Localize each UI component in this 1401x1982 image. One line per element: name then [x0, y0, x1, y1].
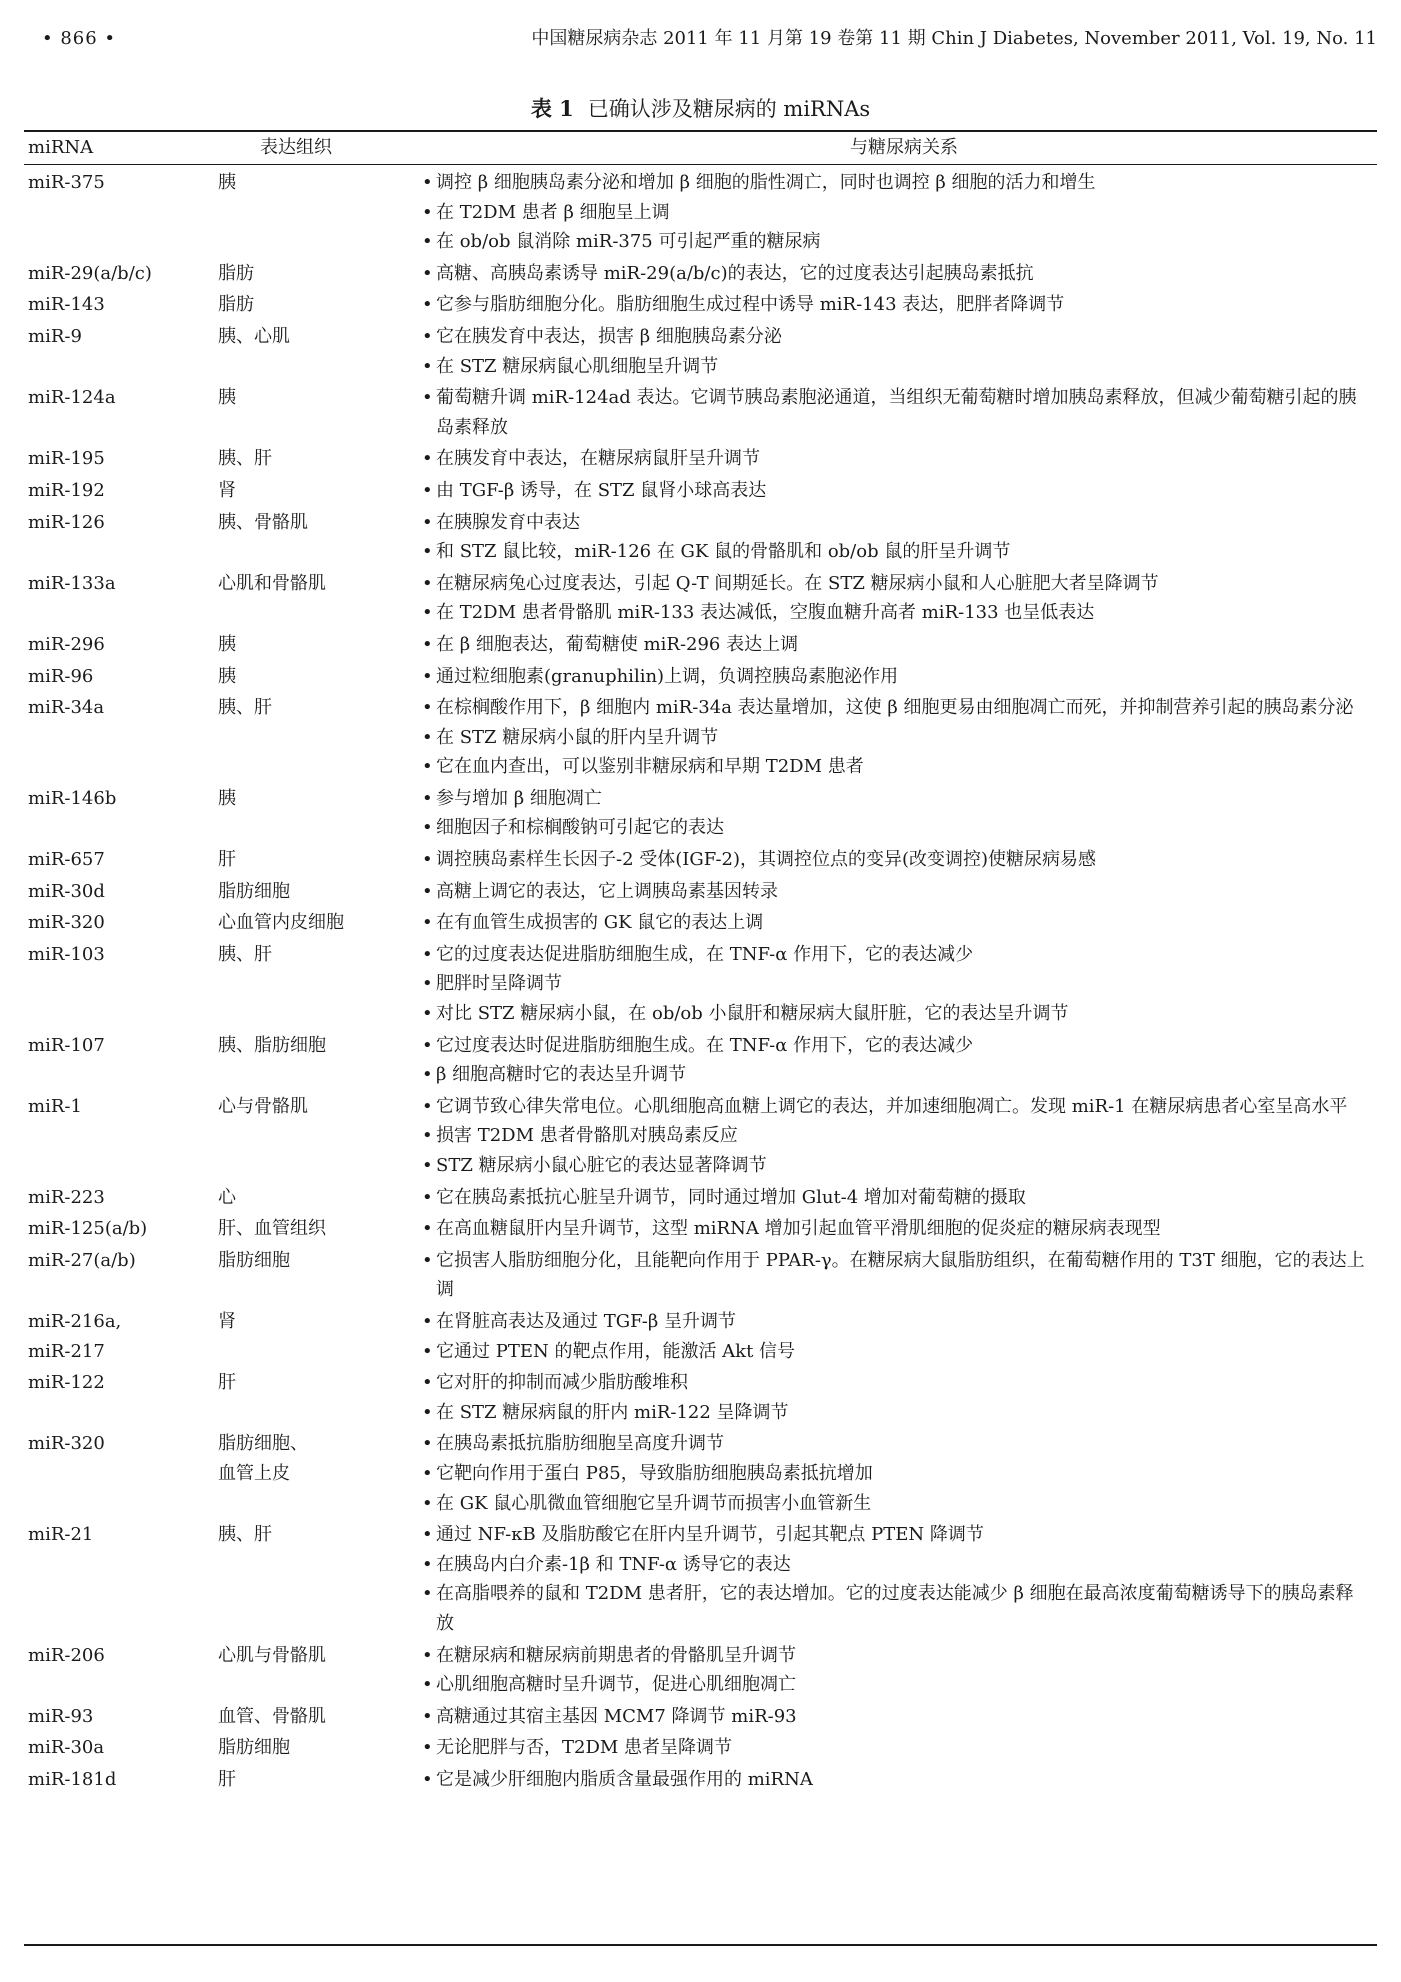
- relation-item: [422, 1733, 1371, 1763]
- mirna-cell: miR-192: [28, 479, 105, 501]
- relation-cell: [422, 259, 1377, 289]
- relation-text: STZ 糖尿病小鼠心脏它的表达显著降调节: [436, 1155, 767, 1176]
- relation-text: 在 GK 鼠心肌微血管细胞它呈升调节而损害小血管新生: [436, 1492, 872, 1514]
- relation-item: [422, 723, 1371, 753]
- relation-cell: [422, 940, 1377, 1029]
- table-row: [24, 383, 1377, 442]
- tissue-cell: 心与骨骼肌: [218, 1095, 308, 1117]
- relation-item: [422, 290, 1371, 320]
- relation-cell: [422, 1765, 1377, 1795]
- tissue-cell: 胰: [218, 665, 236, 687]
- table-row: [24, 1214, 1377, 1244]
- bullet-icon: •: [422, 1524, 433, 1546]
- relation-text: 在 ob/ob 鼠消除 miR-375 可引起严重的糖尿病: [436, 231, 821, 253]
- relation-cell: [422, 630, 1377, 660]
- relation-text: 葡萄糖升调 miR-124ad 表达。它调节胰岛素胞泌通道，当组织无葡萄糖时增加胰岛素释放，但减少葡萄糖引起的胰岛素释放: [436, 387, 1357, 438]
- bullet-icon: •: [422, 849, 433, 871]
- bullet-icon: •: [422, 541, 433, 563]
- tissue-cell: 胰、骨骼肌: [218, 511, 308, 533]
- relation-text: 在 STZ 糖尿病小鼠的肝内呈升调节: [436, 726, 719, 748]
- relation-cell: [422, 784, 1377, 843]
- relation-item: [422, 784, 1371, 814]
- relation-text: 在胰腺发育中表达: [436, 511, 580, 533]
- relation-item: [422, 198, 1371, 228]
- relation-text: 在 β 细胞表达，葡萄糖使 miR-296 表达上调: [436, 633, 799, 655]
- table-row: [24, 322, 1377, 381]
- mirna-cell: miR-195: [28, 448, 105, 470]
- bullet-icon: •: [422, 880, 433, 902]
- relation-item: [422, 227, 1371, 257]
- relation-text: β 细胞高糖时它的表达呈升调节: [436, 1064, 687, 1086]
- table-header-rule: [24, 164, 1377, 165]
- table-row: [24, 693, 1377, 782]
- relation-text: 它通过 PTEN 的靶点作用，能激活 Akt 信号: [436, 1340, 796, 1362]
- table-row: [24, 1307, 1377, 1366]
- relation-item: [422, 1031, 1371, 1061]
- relation-cell: [422, 845, 1377, 875]
- bullet-icon: •: [422, 1218, 433, 1240]
- bullet-icon: •: [422, 1095, 433, 1117]
- bullet-icon: •: [422, 325, 433, 347]
- relation-item: [422, 598, 1371, 628]
- bullet-icon: •: [422, 1249, 433, 1271]
- mirna-cell: miR-146b: [28, 787, 117, 809]
- relation-text: 它调节致心律失常电位。心肌细胞高血糖上调它的表达，并加速细胞凋亡。发现 miR-1 在糖尿病患者心室呈高水平: [436, 1095, 1348, 1117]
- table-row: [24, 1702, 1377, 1732]
- relation-item: [422, 693, 1371, 723]
- tissue-cell: 肝: [218, 1768, 236, 1790]
- relation-text: 调控胰岛素样生长因子-2 受体(IGF-2)，其调控位点的变异(改变调控)使糖尿病易感: [436, 849, 1097, 871]
- bullet-icon: •: [422, 1064, 433, 1086]
- tissue-cell: 脂肪: [218, 262, 254, 284]
- relation-item: [422, 999, 1371, 1029]
- tissue-cell: 脂肪细胞: [218, 1737, 290, 1759]
- tissue-cell: 胰、脂肪细胞: [218, 1034, 326, 1056]
- relation-item: [422, 845, 1371, 875]
- relation-text: 在棕榈酸作用下，β 细胞内 miR-34a 表达量增加，这使 β 细胞更易由细胞凋亡而死，并抑制营养引起的胰岛素分泌: [436, 697, 1354, 719]
- table-row: [24, 1368, 1377, 1427]
- table-row: [24, 940, 1377, 1029]
- relation-item: [422, 1765, 1371, 1795]
- bullet-icon: •: [422, 1340, 433, 1362]
- table-row: [24, 630, 1377, 660]
- bullet-icon: •: [422, 572, 433, 594]
- relation-cell: [422, 693, 1377, 782]
- relation-item: [422, 537, 1371, 567]
- table-row: [24, 444, 1377, 474]
- tissue-cell: 胰、心肌: [218, 325, 290, 347]
- relation-text: 和 STZ 鼠比较，miR-126 在 GK 鼠的骨骼肌和 ob/ob 鼠的肝呈升调节: [436, 541, 1011, 563]
- relation-text: 在 STZ 糖尿病鼠的肝内 miR-122 呈降调节: [436, 1401, 789, 1423]
- bullet-icon: •: [422, 943, 433, 965]
- relation-item: [422, 168, 1371, 198]
- relation-text: 在 T2DM 患者 β 细胞呈上调: [436, 201, 670, 223]
- relation-cell: [422, 1183, 1377, 1213]
- tissue-cell: 心血管内皮细胞: [218, 912, 344, 934]
- table-row: [24, 1246, 1377, 1305]
- tissue-cell: 胰: [218, 787, 236, 809]
- mirna-cell: miR-103: [28, 943, 105, 965]
- relation-item: [422, 1307, 1371, 1337]
- mirna-cell: miR-27(a/b): [28, 1249, 136, 1271]
- relation-cell: [422, 1092, 1377, 1181]
- relation-item: [422, 352, 1371, 382]
- relation-text: 细胞因子和棕榈酸钠可引起它的表达: [436, 817, 724, 839]
- table-row: [24, 662, 1377, 692]
- relation-item: [422, 444, 1371, 474]
- relation-cell: [422, 1520, 1377, 1638]
- relation-item: [422, 1368, 1371, 1398]
- relation-item: [422, 1092, 1371, 1122]
- relation-item: [422, 1398, 1371, 1428]
- tissue-cell: 肝: [218, 1372, 236, 1394]
- bullet-icon: •: [422, 1034, 433, 1056]
- bullet-icon: •: [422, 1186, 433, 1208]
- tissue-cell: 血管、骨骼肌: [218, 1705, 326, 1727]
- relation-item: [422, 1520, 1371, 1550]
- column-header-relation: 与糖尿病关系: [850, 137, 958, 158]
- bullet-icon: •: [422, 511, 433, 533]
- mirna-cell: miR-1: [28, 1095, 82, 1117]
- relation-cell: [422, 383, 1377, 442]
- table-bottom-rule: [24, 1944, 1377, 1946]
- column-header-tissue: 表达组织: [260, 137, 332, 158]
- mirna-cell: miR-143: [28, 294, 105, 316]
- bullet-icon: •: [422, 294, 433, 316]
- relation-text: 对比 STZ 糖尿病小鼠，在 ob/ob 小鼠肝和糖尿病大鼠肝脏，它的表达呈升调节: [436, 1003, 1069, 1025]
- mirna-cell: miR-133a: [28, 572, 116, 594]
- mirna-cell: miR-21: [28, 1524, 94, 1546]
- relation-cell: [422, 1641, 1377, 1700]
- relation-text: 它在胰发育中表达，损害 β 细胞胰岛素分泌: [436, 325, 782, 347]
- relation-item: [422, 1337, 1371, 1367]
- relation-cell: [422, 908, 1377, 938]
- mirna-cell: miR-375: [28, 172, 105, 193]
- table-row: [24, 1520, 1377, 1638]
- relation-text: 损害 T2DM 患者骨骼肌对胰岛素反应: [436, 1125, 738, 1147]
- relation-item: [422, 1459, 1371, 1489]
- table-row: [24, 508, 1377, 567]
- table-title: 已确认涉及糖尿病的 miRNAs: [587, 97, 871, 121]
- relation-cell: [422, 1246, 1377, 1305]
- relation-text: 调控 β 细胞胰岛素分泌和增加 β 细胞的脂性凋亡，同时也调控 β 细胞的活力和增生: [436, 172, 1096, 193]
- tissue-cell: 胰: [218, 172, 236, 193]
- bullet-icon: •: [422, 1553, 433, 1575]
- mirna-cell: miR-124a: [28, 387, 116, 409]
- relation-text: 高糖通过其宿主基因 MCM7 降调节 miR-93: [436, 1705, 797, 1727]
- tissue-cell: 胰、肝: [218, 943, 272, 965]
- relation-cell: [422, 1702, 1377, 1732]
- bullet-icon: •: [422, 756, 433, 778]
- mirna-cell: miR-181d: [28, 1768, 117, 1790]
- tissue-cell: 胰、肝: [218, 697, 272, 719]
- bullet-icon: •: [422, 1462, 433, 1484]
- mirna-cell: miR-125(a/b): [28, 1218, 148, 1240]
- relation-cell: [422, 1031, 1377, 1090]
- mirna-cell: miR-206: [28, 1644, 105, 1666]
- relation-item: [422, 752, 1371, 782]
- relation-item: [422, 813, 1371, 843]
- mirna-cell: miR-107: [28, 1034, 105, 1056]
- relation-cell: [422, 168, 1377, 257]
- bullet-icon: •: [422, 262, 433, 284]
- relation-item: [422, 259, 1371, 289]
- relation-item: [422, 662, 1371, 692]
- bullet-icon: •: [422, 1737, 433, 1759]
- table-row: [24, 877, 1377, 907]
- relation-text: 通过粒细胞素(granuphilin)上调，负调控胰岛素胞泌作用: [436, 665, 899, 687]
- table-row: [24, 1733, 1377, 1763]
- bullet-icon: •: [422, 355, 433, 377]
- tissue-cell: 肾: [218, 479, 236, 501]
- bullet-icon: •: [422, 1492, 433, 1514]
- mirna-cell: miR-223: [28, 1186, 105, 1208]
- tissue-cell: 脂肪: [218, 294, 254, 316]
- bullet-icon: •: [422, 787, 433, 809]
- bullet-icon: •: [422, 1644, 433, 1666]
- bullet-icon: •: [422, 1583, 433, 1605]
- relation-text: 心肌细胞高糖时呈升调节，促进心肌细胞凋亡: [436, 1674, 796, 1696]
- mirna-cell: miR-93: [28, 1705, 94, 1727]
- relation-cell: [422, 877, 1377, 907]
- relation-cell: [422, 1214, 1377, 1244]
- mirna-cell: miR-126: [28, 511, 105, 533]
- relation-item: [422, 1702, 1371, 1732]
- journal-citation: 中国糖尿病杂志 2011 年 11 月第 19 卷第 11 期 Chin J Diabetes, November 2011, Vol. 19, No. 11: [531, 28, 1377, 49]
- relation-item: [422, 877, 1371, 907]
- relation-item: [422, 969, 1371, 999]
- relation-item: [422, 1579, 1371, 1638]
- relation-cell: [422, 508, 1377, 567]
- mirna-cell: miR-30a: [28, 1737, 105, 1759]
- table-row: [24, 1429, 1377, 1518]
- relation-text: 无论肥胖与否，T2DM 患者呈降调节: [436, 1737, 733, 1759]
- relation-cell: [422, 569, 1377, 628]
- relation-item: [422, 940, 1371, 970]
- column-header-mirna: miRNA: [28, 137, 94, 158]
- table-row: [24, 259, 1377, 289]
- relation-item: [422, 1121, 1371, 1151]
- relation-cell: [422, 1368, 1377, 1427]
- bullet-icon: •: [422, 973, 433, 995]
- page-number: • 866 •: [42, 28, 117, 49]
- tissue-cell: 肾: [218, 1310, 236, 1332]
- mirna-cell: miR-29(a/b/c): [28, 262, 152, 284]
- relation-text: 它在胰岛素抵抗心脏呈升调节，同时通过增加 Glut-4 增加对葡萄糖的摄取: [436, 1186, 1026, 1208]
- relation-item: [422, 383, 1371, 442]
- bullet-icon: •: [422, 817, 433, 839]
- table-row: [24, 1641, 1377, 1700]
- relation-item: [422, 1151, 1371, 1181]
- bullet-icon: •: [422, 665, 433, 687]
- tissue-cell: 脂肪细胞、 血管上皮: [218, 1433, 308, 1484]
- bullet-icon: •: [422, 479, 433, 501]
- tissue-cell: 胰: [218, 633, 236, 655]
- relation-item: [422, 1550, 1371, 1580]
- relation-cell: [422, 662, 1377, 692]
- table-row: [24, 168, 1377, 257]
- relation-item: [422, 476, 1371, 506]
- tissue-cell: 胰、肝: [218, 1524, 272, 1546]
- relation-item: [422, 508, 1371, 538]
- mirna-cell: miR-296: [28, 633, 105, 655]
- relation-item: [422, 1670, 1371, 1700]
- bullet-icon: •: [422, 602, 433, 624]
- table-row: [24, 290, 1377, 320]
- relation-item: [422, 630, 1371, 660]
- tissue-cell: 心: [218, 1186, 236, 1208]
- mirna-cell: miR-9: [28, 325, 82, 347]
- relation-text: 它在血内查出，可以鉴别非糖尿病和早期 T2DM 患者: [436, 756, 864, 778]
- mirna-cell: miR-96: [28, 665, 94, 687]
- relation-text: 它过度表达时促进脂肪细胞生成。在 TNF-α 作用下，它的表达减少: [436, 1034, 974, 1056]
- relation-text: 它对肝的抑制而减少脂肪酸堆积: [436, 1372, 688, 1394]
- relation-text: 它靶向作用于蛋白 P85，导致脂肪细胞胰岛素抵抗增加: [436, 1462, 873, 1484]
- relation-text: 在高脂喂养的鼠和 T2DM 患者肝，它的表达增加。它的过度表达能减少 β 细胞在最高浓度葡萄糖诱导下的胰岛素释放: [436, 1583, 1354, 1634]
- table-caption: [0, 94, 1401, 124]
- bullet-icon: •: [422, 912, 433, 934]
- relation-text: 肥胖时呈降调节: [436, 973, 562, 995]
- relation-text: 由 TGF-β 诱导，在 STZ 鼠肾小球高表达: [436, 479, 767, 501]
- mirna-cell: miR-657: [28, 849, 105, 871]
- relation-text: 高糖、高胰岛素诱导 miR-29(a/b/c)的表达，它的过度表达引起胰岛素抵抗: [436, 262, 1034, 284]
- relation-cell: [422, 322, 1377, 381]
- bullet-icon: •: [422, 1768, 433, 1790]
- relation-text: 在 STZ 糖尿病鼠心肌细胞呈升调节: [436, 355, 719, 377]
- relation-item: [422, 1641, 1371, 1671]
- table-row: [24, 1031, 1377, 1090]
- relation-text: 在肾脏高表达及通过 TGF-β 呈升调节: [436, 1310, 736, 1332]
- relation-text: 高糖上调它的表达，它上调胰岛素基因转录: [436, 880, 778, 902]
- relation-text: 在高血糖鼠肝内呈升调节，这型 miRNA 增加引起血管平滑肌细胞的促炎症的糖尿病表现型: [436, 1218, 1161, 1240]
- tissue-cell: 心肌与骨骼肌: [218, 1644, 326, 1666]
- bullet-icon: •: [422, 387, 433, 409]
- relation-cell: [422, 444, 1377, 474]
- bullet-icon: •: [422, 633, 433, 655]
- relation-text: 在糖尿病和糖尿病前期患者的骨骼肌呈升调节: [436, 1644, 796, 1666]
- bullet-icon: •: [422, 172, 433, 193]
- relation-cell: [422, 476, 1377, 506]
- table-header-row: [24, 132, 1377, 164]
- relation-text: 在胰岛素抵抗脂肪细胞呈高度升调节: [436, 1433, 724, 1455]
- bullet-icon: •: [422, 448, 433, 470]
- bullet-icon: •: [422, 1401, 433, 1423]
- tissue-cell: 肝: [218, 849, 236, 871]
- relation-text: 在胰发育中表达，在糖尿病鼠肝呈升调节: [436, 448, 760, 470]
- bullet-icon: •: [422, 726, 433, 748]
- relation-text: 在胰岛内白介素-1β 和 TNF-α 诱导它的表达: [436, 1553, 791, 1575]
- tissue-cell: 脂肪细胞: [218, 880, 290, 902]
- bullet-icon: •: [422, 1003, 433, 1025]
- mirna-cell: miR-30d: [28, 880, 105, 902]
- relation-item: [422, 908, 1371, 938]
- tissue-cell: 胰: [218, 387, 236, 409]
- relation-text: 它损害人脂肪细胞分化，且能靶向作用于 PPAR-γ。在糖尿病大鼠脂肪组织，在葡萄糖作用的 T3T 细胞，它的表达上调: [436, 1249, 1365, 1301]
- relation-item: [422, 1183, 1371, 1213]
- bullet-icon: •: [422, 231, 433, 253]
- relation-item: [422, 1246, 1371, 1305]
- relation-text: 它是减少肝细胞内脂质含量最强作用的 miRNA: [436, 1768, 813, 1790]
- relation-cell: [422, 1429, 1377, 1518]
- mirna-cell: miR-320: [28, 912, 105, 934]
- table-row: [24, 569, 1377, 628]
- tissue-cell: 胰、肝: [218, 448, 272, 470]
- relation-cell: [422, 1307, 1377, 1366]
- bullet-icon: •: [422, 1155, 433, 1176]
- mirna-cell: miR-122: [28, 1372, 105, 1394]
- table-body: [24, 168, 1377, 1796]
- relation-item: [422, 1429, 1371, 1459]
- bullet-icon: •: [422, 1674, 433, 1696]
- bullet-icon: •: [422, 1125, 433, 1147]
- relation-text: 参与增加 β 细胞凋亡: [436, 787, 602, 809]
- table-row: [24, 1092, 1377, 1181]
- relation-text: 在糖尿病兔心过度表达，引起 Q-T 间期延长。在 STZ 糖尿病小鼠和人心脏肥大者呈降调节: [436, 572, 1159, 594]
- relation-text: 它的过度表达促进脂肪细胞生成，在 TNF-α 作用下，它的表达减少: [436, 943, 974, 965]
- relation-item: [422, 1214, 1371, 1244]
- relation-item: [422, 1489, 1371, 1519]
- relation-item: [422, 322, 1371, 352]
- tissue-cell: 脂肪细胞: [218, 1249, 290, 1271]
- table-row: [24, 476, 1377, 506]
- table-number: 表 1: [530, 96, 574, 121]
- bullet-icon: •: [422, 1705, 433, 1727]
- mirna-cell: miR-34a: [28, 697, 105, 719]
- bullet-icon: •: [422, 1310, 433, 1332]
- table-row: [24, 908, 1377, 938]
- tissue-cell: 心肌和骨骼肌: [218, 572, 326, 594]
- relation-cell: [422, 1733, 1377, 1763]
- running-header: [28, 24, 1377, 54]
- table-row: [24, 845, 1377, 875]
- relation-item: [422, 1060, 1371, 1090]
- relation-text: 在有血管生成损害的 GK 鼠它的表达上调: [436, 912, 764, 934]
- relation-text: 在 T2DM 患者骨骼肌 miR-133 表达减低，空腹血糖升高者 miR-133 也呈低表达: [436, 602, 1095, 624]
- mirna-cell: miR-320: [28, 1433, 105, 1455]
- bullet-icon: •: [422, 697, 433, 719]
- table-row: [24, 784, 1377, 843]
- tissue-cell: 肝、血管组织: [218, 1218, 326, 1240]
- mirna-cell: miR-216a, miR-217: [28, 1310, 122, 1362]
- relation-text: 通过 NF-κB 及脂肪酸它在肝内呈升调节，引起其靶点 PTEN 降调节: [436, 1524, 984, 1546]
- relation-text: 它参与脂肪细胞分化。脂肪细胞生成过程中诱导 miR-143 表达，肥胖者降调节: [436, 294, 1065, 316]
- table-row: [24, 1765, 1377, 1795]
- bullet-icon: •: [422, 1433, 433, 1455]
- relation-item: [422, 569, 1371, 599]
- relation-cell: [422, 290, 1377, 320]
- bullet-icon: •: [422, 201, 433, 223]
- table-row: [24, 1183, 1377, 1213]
- bullet-icon: •: [422, 1372, 433, 1394]
